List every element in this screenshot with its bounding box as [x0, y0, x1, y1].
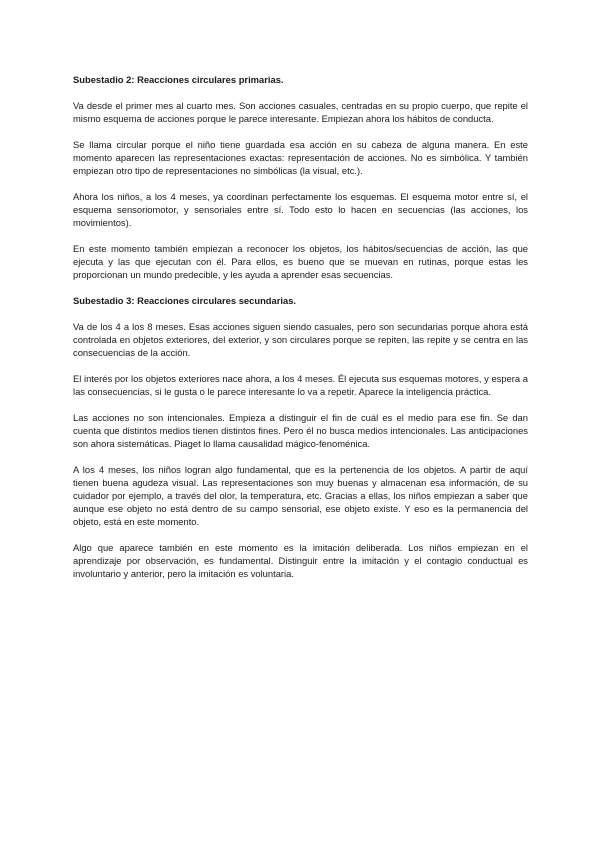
paragraph: Va de los 4 a los 8 meses. Esas acciones siguen siendo casuales, pero son secundarias porque ahora está controlada en objetos exteriores, del exterior, y son circulares porque se repiten, las repite y se centra en las consecuencias de la acción.: [73, 321, 528, 358]
paragraph: Se llama circular porque el niño tiene guardada esa acción en su cabeza de alguna manera. En este momento aparecen las representaciones exactas: representación de acciones. No es simbólica. Y también empiezan otro tipo de representaciones no simbólicas (la visual, etc.).: [73, 139, 528, 176]
paragraph: El interés por los objetos exteriores nace ahora, a los 4 meses. Él ejecuta sus esquemas motores, y espera a las consecuencias, si le gusta o le parece interesante lo va a repetir. Aparece la inteligencia práctica.: [73, 373, 528, 397]
paragraph: Algo que aparece también en este momento es la imitación deliberada. Los niños empiezan en el aprendizaje por observación, es fundamental. Distinguir entre la imitación y el contagio conductual es involuntario y anterior, pero la imitación es voluntaria.: [73, 542, 528, 579]
section-heading-subestadio-3: Subestadio 3: Reacciones circulares secundarias.: [73, 295, 297, 306]
paragraph: Va desde el primer mes al cuarto mes. Son acciones casuales, centradas en su propio cuerpo, que repite el mismo esquema de acciones porque le parece interesante. Empiezan ahora los hábitos de conducta.: [73, 100, 528, 124]
paragraph: En este momento también empiezan a reconocer los objetos, los hábitos/secuencias de acción, las que ejecuta y las que ejecutan con él. Para ellos, es bueno que se muevan en rutinas, porque estas les proporcionan un mundo predecible, y les ayuda a aprender esas secuencias.: [73, 243, 528, 280]
paragraph: A los 4 meses, los niños logran algo fundamental, que es la pertenencia de los objetos. A partir de aquí tienen buena agudeza visual. Las representaciones son muy buenas y almacenan esa información, de su cuidador por ejemplo, a través del olor, la temperatura, etc. Gracias a ellas, los niños empiezan a saber que aunque ese objeto no está dentro de su campo sensorial, ese objeto existe. Y eso es la permanencia del objeto, está en este momento.: [73, 464, 528, 527]
paragraph: Las acciones no son intencionales. Empieza a distinguir el fin de cuál es el medio para ese fin. Se dan cuenta que distintos medios tienen distintos fines. Pero él no busca medios intencionales. Las anticipaciones son ahora sistemáticas. Piaget lo llama causalidad mágico-fenoménica.: [73, 412, 528, 449]
section-heading-subestadio-2: Subestadio 2: Reacciones circulares primarias.: [73, 74, 284, 85]
paragraph: Ahora los niños, a los 4 meses, ya coordinan perfectamente los esquemas. El esquema motor entre sí, el esquema sensoriomotor, y sensoriales entre sí. Todo esto lo hacen en secuencias (las acciones, los movimientos).: [73, 191, 528, 228]
document-page: [73, 73, 528, 593]
